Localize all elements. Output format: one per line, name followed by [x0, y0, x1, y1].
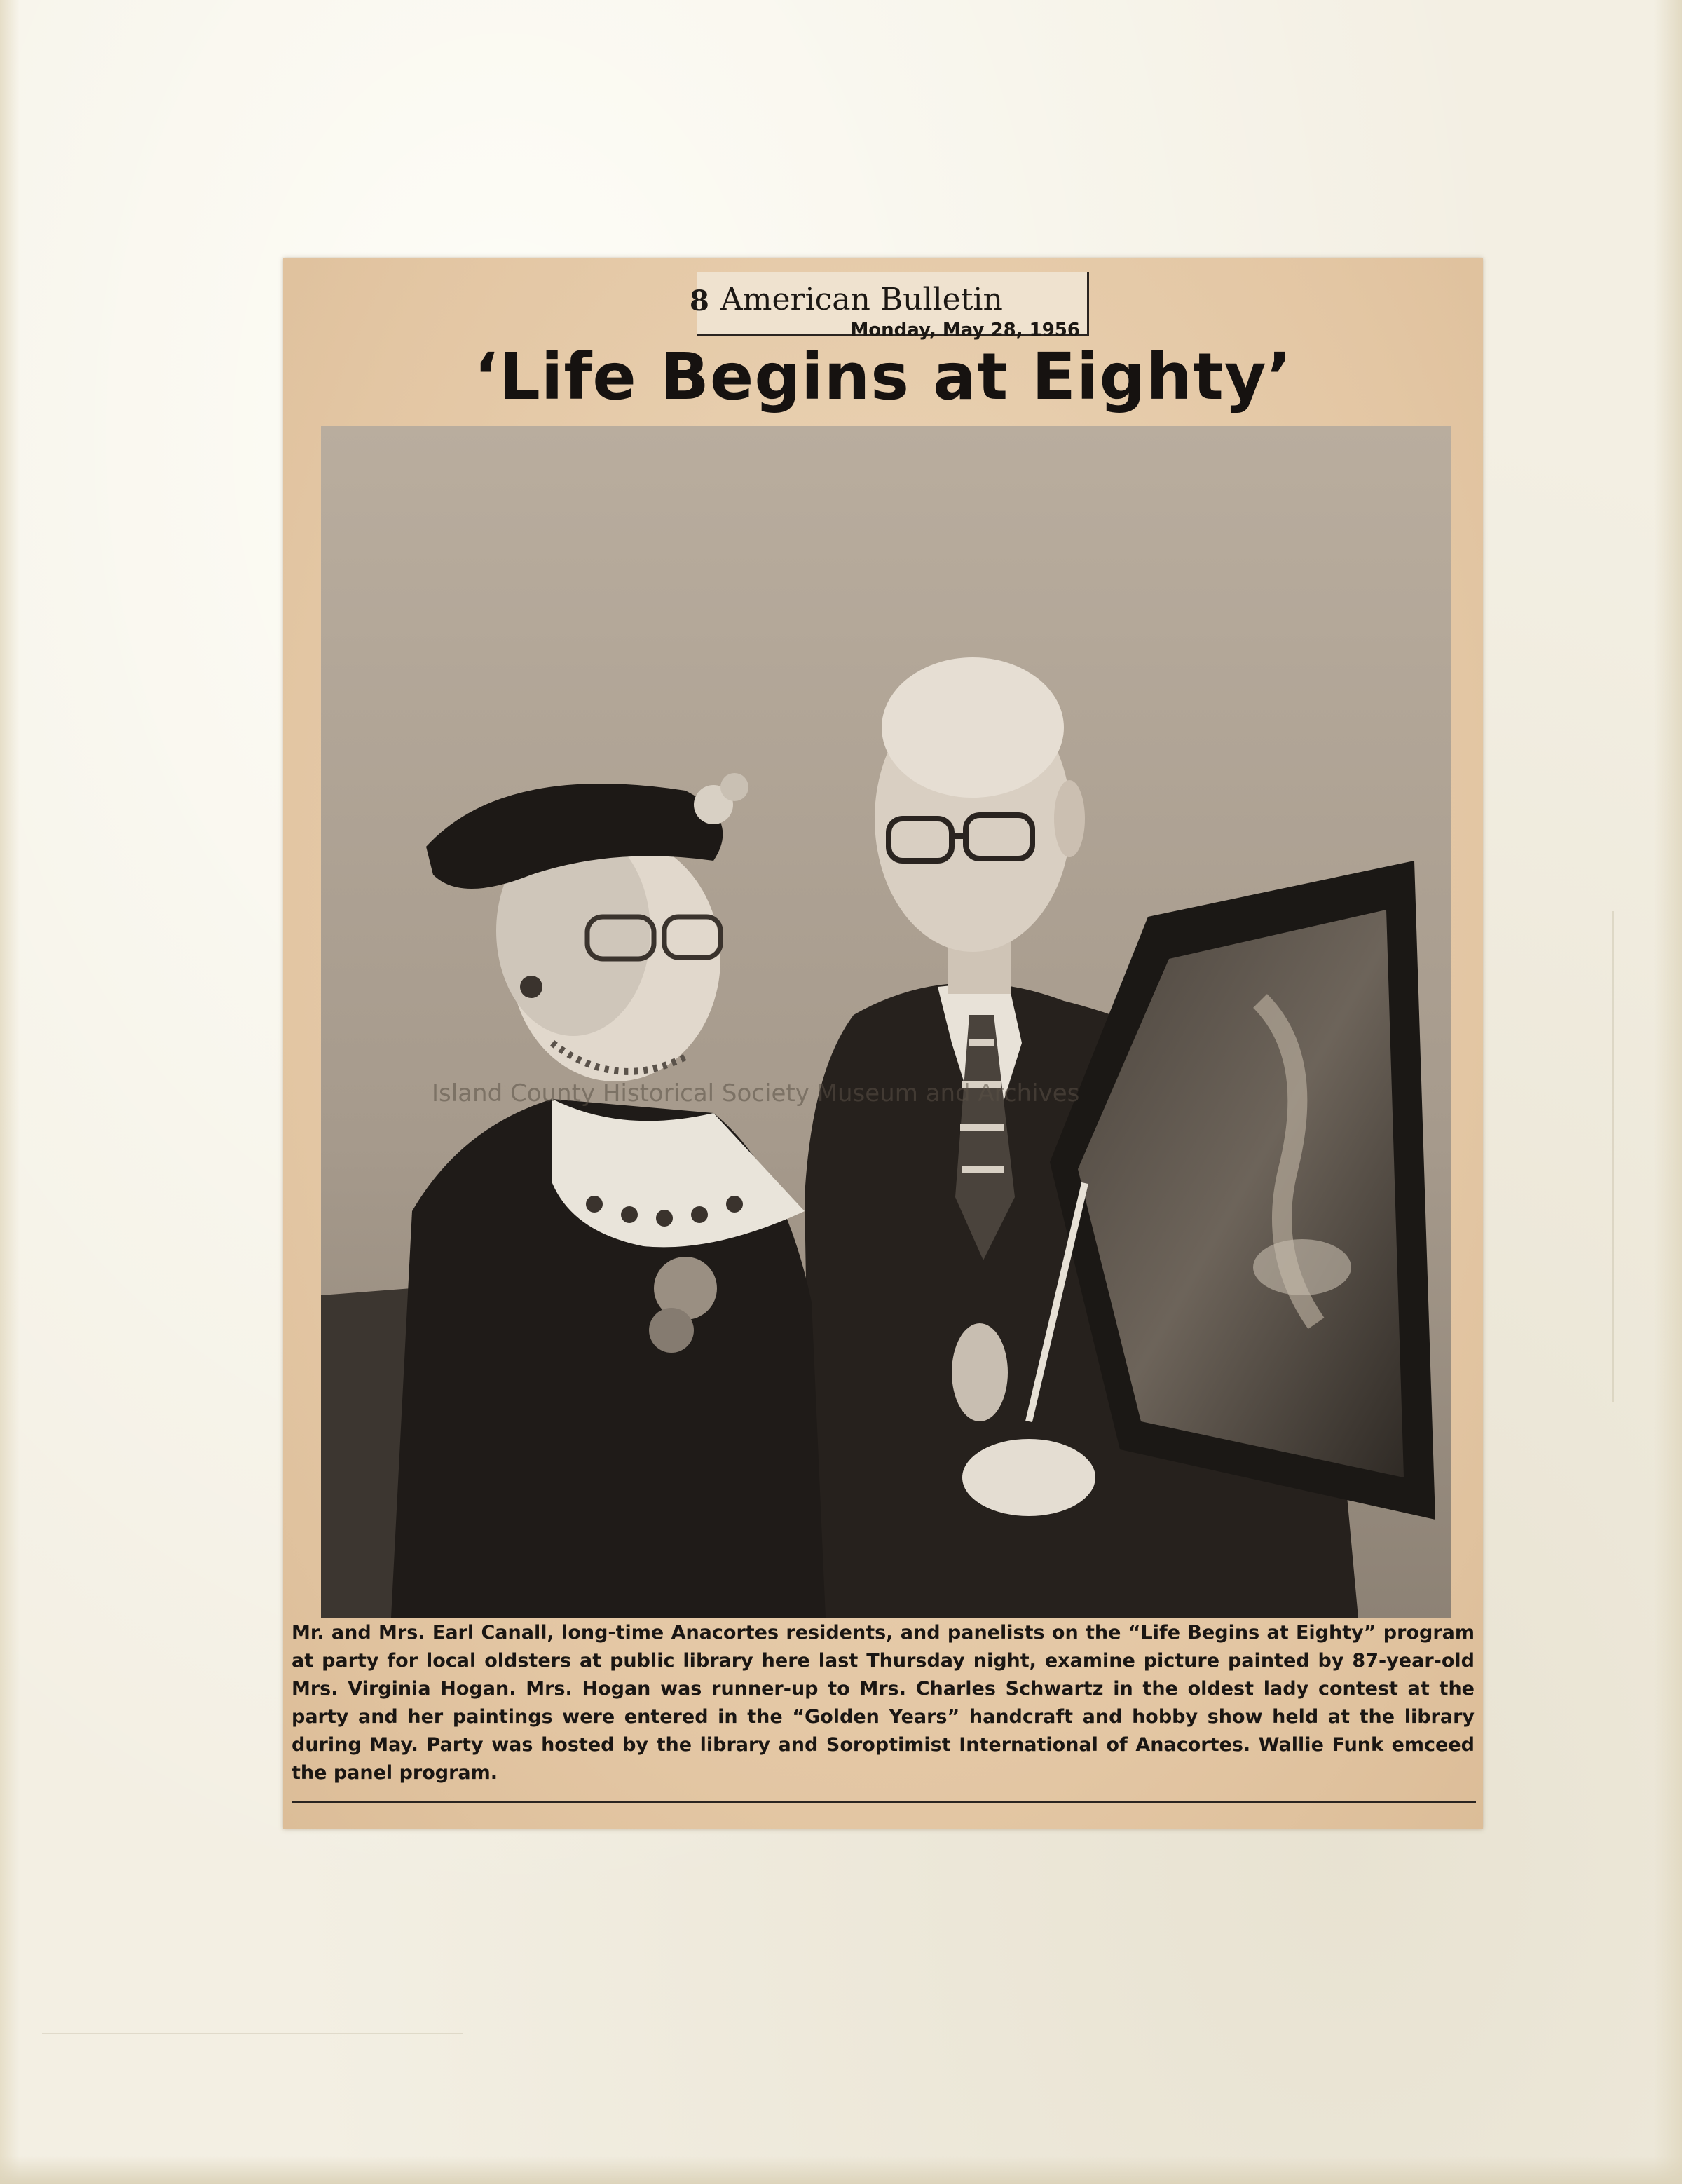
sheet-edge-bottom [0, 2156, 1682, 2184]
newspaper-clipping [283, 258, 1483, 1829]
newspaper-name: American Bulletin [720, 282, 1003, 318]
sheet-edge-left [0, 0, 20, 2184]
sheet-edge-right [1654, 0, 1682, 2184]
photo-caption: Mr. and Mrs. Earl Canall, long-time Anacortes residents, and panelists on the “Life Begins at Eighty” program at party for local oldsters at public library here last Thursday night, examine picture painted by 87-year-old Mrs. Virginia Hogan. Mrs. Hogan was runner-up to Mrs. Charles Schwartz in the oldest lady contest at the party and her paintings were entered in the “Golden Years” handcraft and hobby show held at the library during May. Party was hosted by the library and Soroptimist International of Anacortes. Wallie Funk emceed the panel program. [292, 1622, 1475, 1784]
sheet-crease [42, 2033, 463, 2034]
masthead [690, 272, 1089, 341]
archive-watermark: Island County Historical Society Museum and Archives [432, 1079, 1080, 1107]
publication-date: Monday, May 28, 1956 [850, 320, 1080, 341]
sheet-crease [1612, 911, 1614, 1402]
photograph [321, 426, 1451, 1618]
page-number: 8 [690, 285, 709, 318]
caption-rule [292, 1801, 1476, 1803]
photo-illustration [321, 426, 1451, 1618]
headline: ‘Life Begins at Eighty’ [474, 339, 1292, 414]
